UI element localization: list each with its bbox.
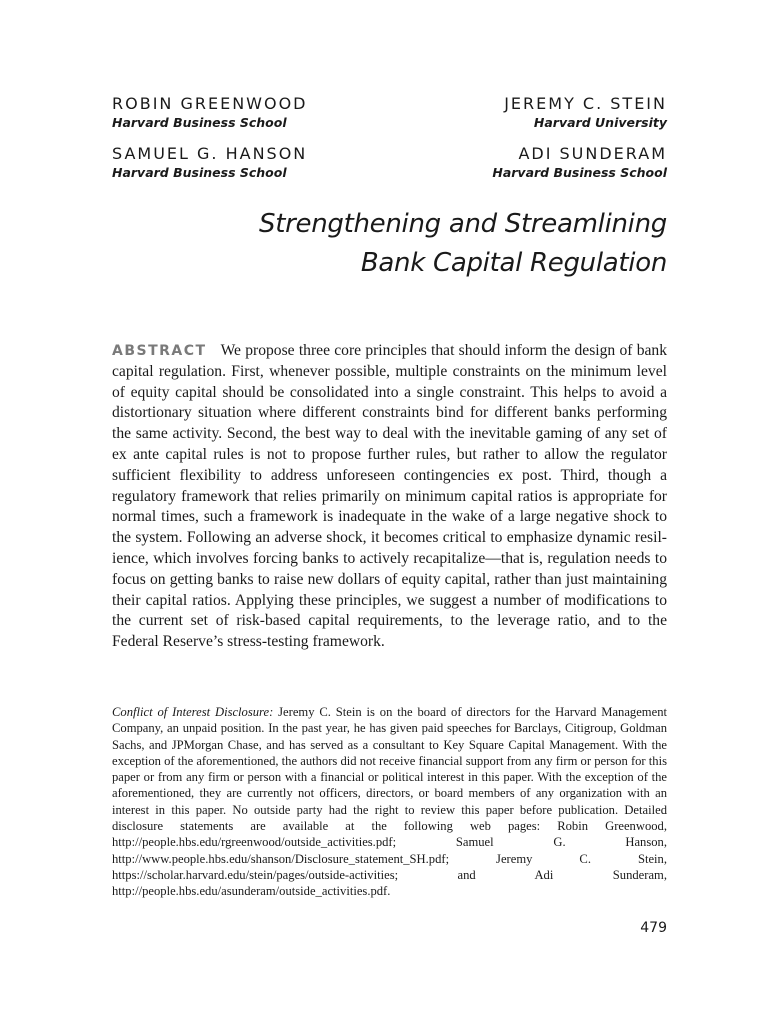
- author-block: [504, 94, 667, 131]
- abstract-label: ABSTRACT: [112, 343, 207, 359]
- author-affiliation: Harvard University: [533, 115, 667, 130]
- author-affiliation: Harvard Business School: [112, 165, 287, 180]
- abstract-text: We propose three core principles that should inform the design of bank capital regulation. First, whenever possible, multiple constraints on the minimum level of equity capital should be consolidated into a single constraint. This helps to avoid a distortionary situation where different constraints bind for different banks performing the same activity. Second, the best way to deal with the inevitable gaming of any set of ex ante capital rules is not to propose further rules, but rather to allow the regulator sufficient flexibility to address unforeseen contingencies ex post. Third, though a regulatory framework that relies primarily on minimum capital ratios is appropriate for normal times, such a framework is inadequate in the wake of a large negative shock to the system. Following an adverse shock, it becomes critical to emphasize dynamic resilience, which involves forcing banks to actively recapitalize—that is, regulation needs to focus on getting banks to raise new dollars of equity capital, rather than just maintaining their capital ratios. Applying these principles, we suggest a number of modifications to the current set of risk-based capital requirements, to the leverage ratio, and to the Federal Reserve’s stress-testing framework.: [112, 342, 667, 651]
- author-name: SAMUEL G. HANSON: [112, 144, 308, 163]
- title-line: Strengthening and Streamlining: [259, 209, 667, 239]
- paper-title: [112, 205, 667, 283]
- author-affiliation: Harvard Business School: [492, 165, 667, 180]
- disclosure-text: Jeremy C. Stein is on the board of directors for the Harvard Management Company, an unpaid position. In the past year, he has given paid speeches for Barclays, Citigroup, Goldman Sachs, and JPMorgan Chase, and has served as a consultant to Key Square Capital Management. With the exception of the aforementioned, the authors did not receive financial support from any firm or person for this paper or from any firm or person with a financial or political interest in this paper. With the exception of the aforementioned, they are currently not officers, directors, or board members of any organization with an interest in this paper. No outside party had the right to review this paper before publication. Detailed disclosure statements are available at the following web pages: Robin Greenwood, http://people.hbs.edu/rgreenwood/outside_activities.pdf; Samuel G. Hanson, http://www.people.hbs.edu/shanson/Disclosure_statement_SH.pdf; Jeremy C. Stein, https://scholar.harvard.edu/stein/pages/outside-activities; and Adi Sunderam, http://people.hbs.edu/asunderam/outside_activities.pdf.: [112, 705, 667, 899]
- title-line: Bank Capital Regulation: [360, 248, 667, 278]
- author-block: [112, 94, 308, 131]
- author-block: [492, 144, 667, 181]
- author-affiliation: Harvard Business School: [112, 115, 287, 130]
- author-name: JEREMY C. STEIN: [504, 94, 667, 113]
- author-name: ADI SUNDERAM: [518, 144, 667, 163]
- author-name: ROBIN GREENWOOD: [112, 94, 308, 113]
- paper-page: [112, 0, 667, 1024]
- disclosure-label: Conflict of Interest Disclosure:: [112, 705, 274, 719]
- conflict-disclosure: [112, 704, 667, 900]
- abstract: [112, 341, 667, 653]
- page-number: 479: [640, 920, 667, 936]
- author-block: [112, 144, 307, 181]
